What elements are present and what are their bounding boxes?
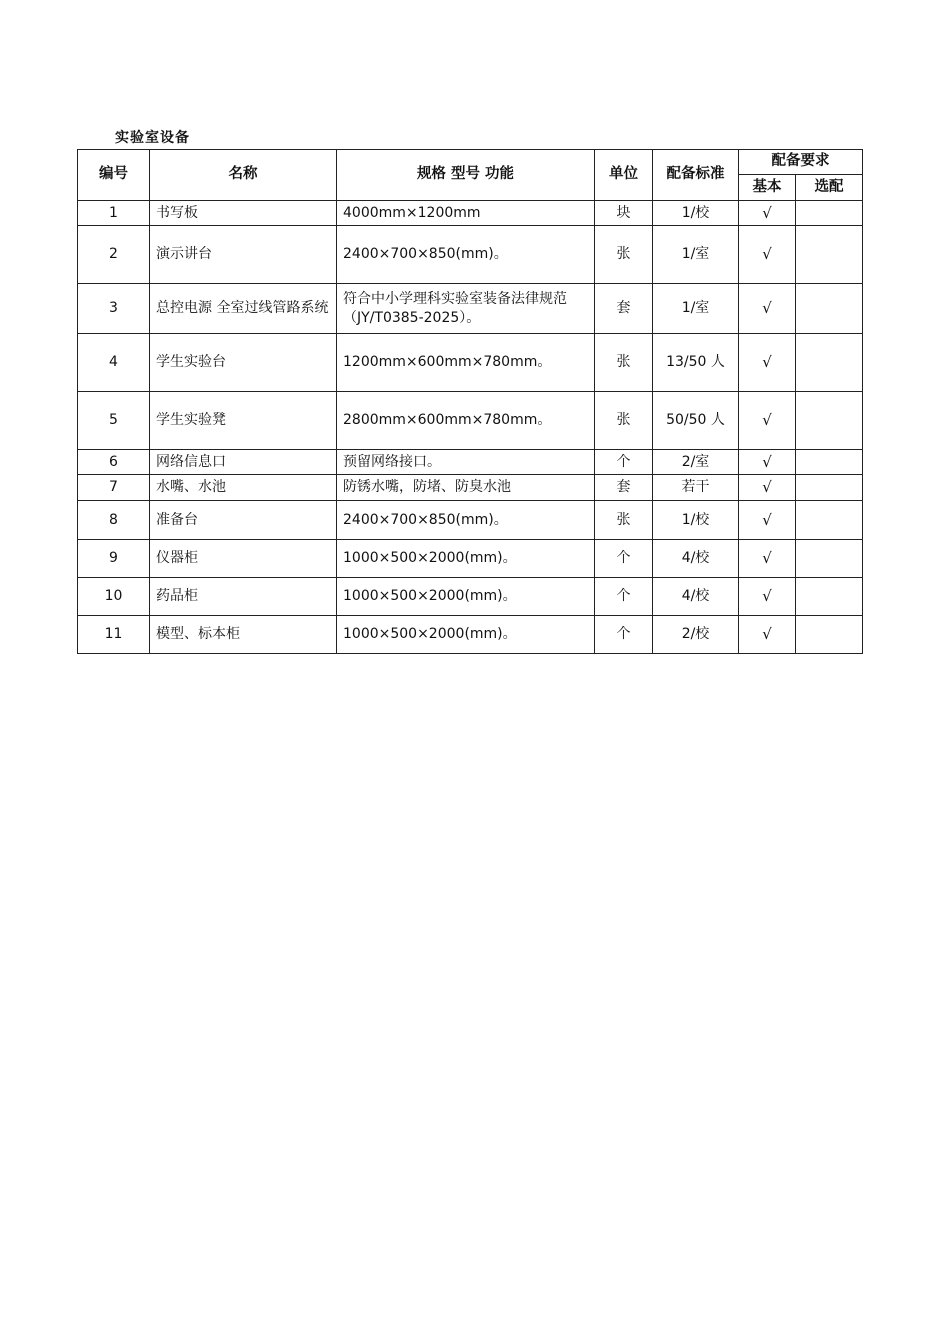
cell-no: 4 (78, 334, 150, 392)
cell-basic-check: √ (739, 284, 796, 334)
cell-name: 学生实验台 (150, 334, 337, 392)
cell-name: 总控电源 全室过线管路系统 (150, 284, 337, 334)
cell-unit: 张 (595, 226, 653, 284)
cell-optional (796, 392, 863, 450)
cell-unit: 个 (595, 540, 653, 578)
cell-basic-check: √ (739, 540, 796, 578)
table-row (78, 501, 863, 540)
cell-standard: 4/校 (653, 540, 739, 578)
cell-no: 8 (78, 501, 150, 540)
cell-unit: 套 (595, 475, 653, 501)
cell-spec: 预留网络接口。 (337, 450, 595, 475)
table-row (78, 392, 863, 450)
cell-spec: 1200mm×600mm×780mm。 (337, 334, 595, 392)
cell-basic-check: √ (739, 616, 796, 654)
table-body (78, 201, 863, 654)
cell-standard: 4/校 (653, 578, 739, 616)
table-row (78, 334, 863, 392)
cell-standard: 1/校 (653, 501, 739, 540)
header-unit: 单位 (595, 150, 653, 201)
table-row (78, 578, 863, 616)
table-row (78, 201, 863, 226)
cell-no: 10 (78, 578, 150, 616)
cell-basic-check: √ (739, 392, 796, 450)
cell-standard: 1/校 (653, 201, 739, 226)
header-spec: 规格 型号 功能 (337, 150, 595, 201)
cell-standard: 1/室 (653, 226, 739, 284)
cell-name: 演示讲台 (150, 226, 337, 284)
table-row (78, 475, 863, 501)
cell-optional (796, 226, 863, 284)
header-no: 编号 (78, 150, 150, 201)
cell-basic-check: √ (739, 501, 796, 540)
cell-optional (796, 501, 863, 540)
header-requirement: 配备要求 (739, 150, 863, 175)
cell-unit: 张 (595, 501, 653, 540)
cell-standard: 50/50 人 (653, 392, 739, 450)
cell-unit: 个 (595, 450, 653, 475)
cell-basic-check: √ (739, 450, 796, 475)
table-row (78, 226, 863, 284)
cell-basic-check: √ (739, 475, 796, 501)
cell-unit: 套 (595, 284, 653, 334)
cell-name: 准备台 (150, 501, 337, 540)
cell-standard: 2/室 (653, 450, 739, 475)
cell-spec: 1000×500×2000(mm)。 (337, 540, 595, 578)
cell-name: 模型、标本柜 (150, 616, 337, 654)
cell-no: 2 (78, 226, 150, 284)
cell-spec: 4000mm×1200mm (337, 201, 595, 226)
cell-spec: 防锈水嘴，防堵、防臭水池 (337, 475, 595, 501)
table-row (78, 284, 863, 334)
cell-spec: 2400×700×850(mm)。 (337, 226, 595, 284)
cell-no: 3 (78, 284, 150, 334)
cell-optional (796, 284, 863, 334)
header-name: 名称 (150, 150, 337, 201)
cell-standard: 13/50 人 (653, 334, 739, 392)
cell-basic-check: √ (739, 226, 796, 284)
cell-name: 网络信息口 (150, 450, 337, 475)
cell-no: 11 (78, 616, 150, 654)
cell-standard: 1/室 (653, 284, 739, 334)
cell-optional (796, 334, 863, 392)
cell-unit: 个 (595, 578, 653, 616)
cell-no: 5 (78, 392, 150, 450)
header-optional: 选配 (796, 175, 863, 201)
cell-spec: 2400×700×850(mm)。 (337, 501, 595, 540)
cell-optional (796, 475, 863, 501)
cell-name: 书写板 (150, 201, 337, 226)
table-caption: 实验室设备 (115, 130, 190, 146)
cell-name: 水嘴、水池 (150, 475, 337, 501)
cell-name: 仪器柜 (150, 540, 337, 578)
cell-unit: 张 (595, 392, 653, 450)
cell-optional (796, 201, 863, 226)
cell-optional (796, 578, 863, 616)
cell-optional (796, 450, 863, 475)
cell-no: 7 (78, 475, 150, 501)
equipment-table (77, 149, 863, 654)
cell-basic-check: √ (739, 334, 796, 392)
cell-unit: 块 (595, 201, 653, 226)
header-standard: 配备标准 (653, 150, 739, 201)
cell-optional (796, 540, 863, 578)
cell-standard: 2/校 (653, 616, 739, 654)
cell-name: 药品柜 (150, 578, 337, 616)
cell-standard: 若干 (653, 475, 739, 501)
table-header (78, 150, 863, 201)
cell-optional (796, 616, 863, 654)
table-row (78, 450, 863, 475)
header-basic: 基本 (739, 175, 796, 201)
cell-spec: 1000×500×2000(mm)。 (337, 578, 595, 616)
table-row (78, 616, 863, 654)
cell-unit: 张 (595, 334, 653, 392)
cell-spec: 符合中小学理科实验室装备法律规范（JY/T0385-2025）。 (337, 284, 595, 334)
cell-no: 9 (78, 540, 150, 578)
table-row (78, 540, 863, 578)
cell-no: 1 (78, 201, 150, 226)
cell-no: 6 (78, 450, 150, 475)
cell-basic-check: √ (739, 578, 796, 616)
cell-spec: 2800mm×600mm×780mm。 (337, 392, 595, 450)
cell-name: 学生实验凳 (150, 392, 337, 450)
cell-basic-check: √ (739, 201, 796, 226)
cell-spec: 1000×500×2000(mm)。 (337, 616, 595, 654)
cell-unit: 个 (595, 616, 653, 654)
